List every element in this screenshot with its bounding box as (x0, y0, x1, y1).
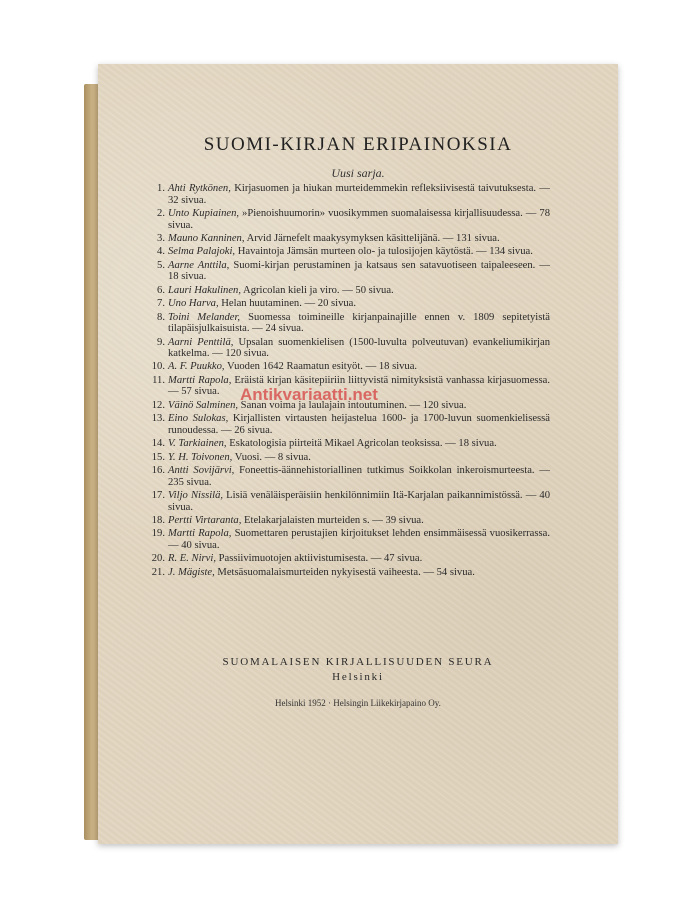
publication-entry (157, 259, 550, 283)
publication-entry (157, 232, 550, 245)
entry-author: Martti Rapola, (168, 528, 232, 540)
publication-entry (151, 490, 551, 513)
entry-number: 3. (157, 232, 165, 244)
publication-entry (157, 298, 550, 310)
entry-number: 21. (151, 566, 165, 578)
entry-author: Toini Melander, (168, 311, 241, 323)
entry-description: Sanan voima ja laulajain intoutuminen. — 120 sivua. (238, 399, 467, 411)
series-subtitle: Uusi sarja. (331, 166, 385, 180)
entry-description: Lisiä venäläisperäisiin henkilönnimiin Itä-Karjalan paikannimistössä. — 40 sivua. (168, 490, 551, 513)
entry-author: Eino Sulokas, (168, 413, 229, 425)
entry-description: Suomessa toimineille kirjanpainajille ennen v. 1809 sepitetyistä tilapäisjulkaisuista. — 24 sivua. (168, 311, 550, 335)
entry-author: Martti Rapola, (168, 374, 232, 386)
publication-entry (157, 284, 550, 297)
entry-number: 8. (157, 311, 165, 323)
publication-entry (157, 183, 550, 206)
publication-entry (151, 528, 550, 551)
entry-number: 16. (151, 465, 165, 477)
book-back-cover (98, 64, 618, 844)
entry-number: 20. (151, 553, 165, 565)
publication-entry (151, 361, 550, 373)
entry-author: Antti Sovijärvi, (168, 465, 235, 477)
entry-author: J. Mägiste, (168, 566, 215, 578)
printer-imprint: Helsinki 1952 · Helsingin Liikekirjapaino Oy. (275, 698, 441, 708)
entry-description: Agricolan kieli ja viro. — 50 sivua. (240, 284, 394, 296)
publication-entry (151, 451, 550, 464)
entry-description: Kirjallisten virtausten heijastelua 1600- ja 1700-luvun suomenkielisessä runoudessa. — 26 sivua. (168, 413, 550, 436)
entry-author: V. Tarkiainen, (168, 438, 227, 450)
entry-author: Viljo Nissilä, (168, 490, 224, 501)
publication-entry (151, 413, 550, 436)
entry-author: Uno Harva, (168, 298, 219, 310)
entry-number: 18. (151, 514, 165, 526)
entry-description: Passiivimuotojen aktiivistumisesta. — 47 sivua. (215, 553, 423, 565)
entry-number: 17. (151, 490, 165, 501)
entry-author: A. F. Puukko, (168, 361, 225, 373)
entry-description: Etelakarjalaisten murteiden s. — 39 sivua. (241, 514, 424, 526)
entry-description: »Pienoishuumorin» vuosikymmen suomalaisessa kirjallisuudessa. — 78 sivua. (168, 207, 550, 231)
entry-number: 13. (151, 413, 165, 425)
entry-description: Arvid Järnefelt maakysymyksen käsittelijänä. — 131 sivua. (244, 232, 500, 244)
publication-entry (157, 311, 550, 335)
cover-title: SUOMI-KIRJAN ERIPAINOKSIA (203, 134, 513, 155)
entry-author: Selma Palajoki, (168, 246, 236, 258)
watermark-text: Antikvariaatti.net (240, 385, 378, 404)
entry-number: 2. (157, 207, 165, 219)
entry-description: Eskatologisia piirteitä Mikael Agricolan teoksissa. — 18 sivua. (226, 438, 497, 450)
entry-number: 11. (152, 374, 165, 386)
entry-description: Vuosi. — 8 sivua. (232, 451, 311, 463)
entry-author: R. E. Nirvi, (168, 553, 216, 565)
entry-author: Aarne Anttila, (168, 259, 230, 271)
entry-description: Upsalan suomenkielisen (1500-luvulta polveutuvan) evankeliumikirjan katkelma. — 120 sivua. (168, 336, 550, 360)
publisher-city: Helsinki (332, 671, 384, 683)
entry-description: Havaintoja Jämsän murteen olo- ja tulosijojen käytöstä. — 134 sivua. (235, 246, 533, 258)
entry-author: Väinö Salminen, (168, 399, 239, 411)
entry-author: Mauno Kanninen, (168, 232, 245, 244)
entry-description: Suomettaren perustajien kirjoitukset lehden ensimmäisessä vuosikerrassa. — 40 sivua. (168, 528, 550, 551)
entry-description: Foneettis-äännehistoriallinen tutkimus Soikkolan inkeroismurteesta. — 235 sivua. (168, 465, 550, 488)
entry-author: Unto Kupiainen, (168, 207, 240, 219)
entry-number: 12. (151, 399, 165, 411)
entry-description: Kirjasuomen ja hiukan murteidemmekin refleksiivisestä taivutuksesta. — 32 sivua. (168, 183, 550, 206)
entry-description: Eräistä kirjan käsitepiiriin liittyvistä nimityksistä vanhassa kirjasuomessa. — 57 sivua. (168, 374, 550, 398)
entry-number: 10. (151, 361, 165, 373)
entry-number: 9. (157, 336, 165, 348)
entry-number: 4. (157, 246, 165, 258)
entry-number: 15. (151, 451, 165, 463)
publication-entry (157, 207, 550, 231)
entry-number: 19. (151, 528, 165, 540)
publication-entry (151, 553, 550, 565)
entry-author: Aarni Penttilä, (168, 336, 234, 348)
publisher-name: SUOMALAISEN KIRJALLISUUDEN SEURA (222, 656, 494, 668)
entry-description: Metsäsuomalaismurteiden nykyisestä vaiheesta. — 54 sivua. (214, 566, 475, 578)
entry-author: Lauri Hakulinen, (168, 284, 241, 296)
publication-entry (151, 438, 550, 450)
entry-number: 1. (157, 183, 165, 194)
entry-description: Suomi-kirjan perustaminen ja katsaus sen satavuotiseen taipaleeseen. — 18 sivua. (168, 259, 550, 283)
entry-author: Ahti Rytkönen, (168, 183, 231, 194)
publication-entry (151, 514, 550, 527)
entry-description: Vuoden 1642 Raamatun esityöt. — 18 sivua. (224, 361, 418, 373)
publication-entry (157, 246, 550, 258)
entry-number: 14. (151, 438, 165, 450)
publication-entry (157, 336, 550, 360)
entry-author: Pertti Virtaranta, (168, 514, 242, 526)
entry-number: 7. (157, 298, 165, 310)
publication-entry (151, 465, 550, 488)
entry-author: Y. H. Toivonen, (168, 451, 233, 463)
entry-number: 6. (157, 284, 165, 296)
publication-entry (151, 566, 550, 579)
publication-list (151, 183, 551, 580)
entry-number: 5. (157, 259, 165, 271)
entry-description: Helan huutaminen. — 20 sivua. (218, 298, 357, 310)
